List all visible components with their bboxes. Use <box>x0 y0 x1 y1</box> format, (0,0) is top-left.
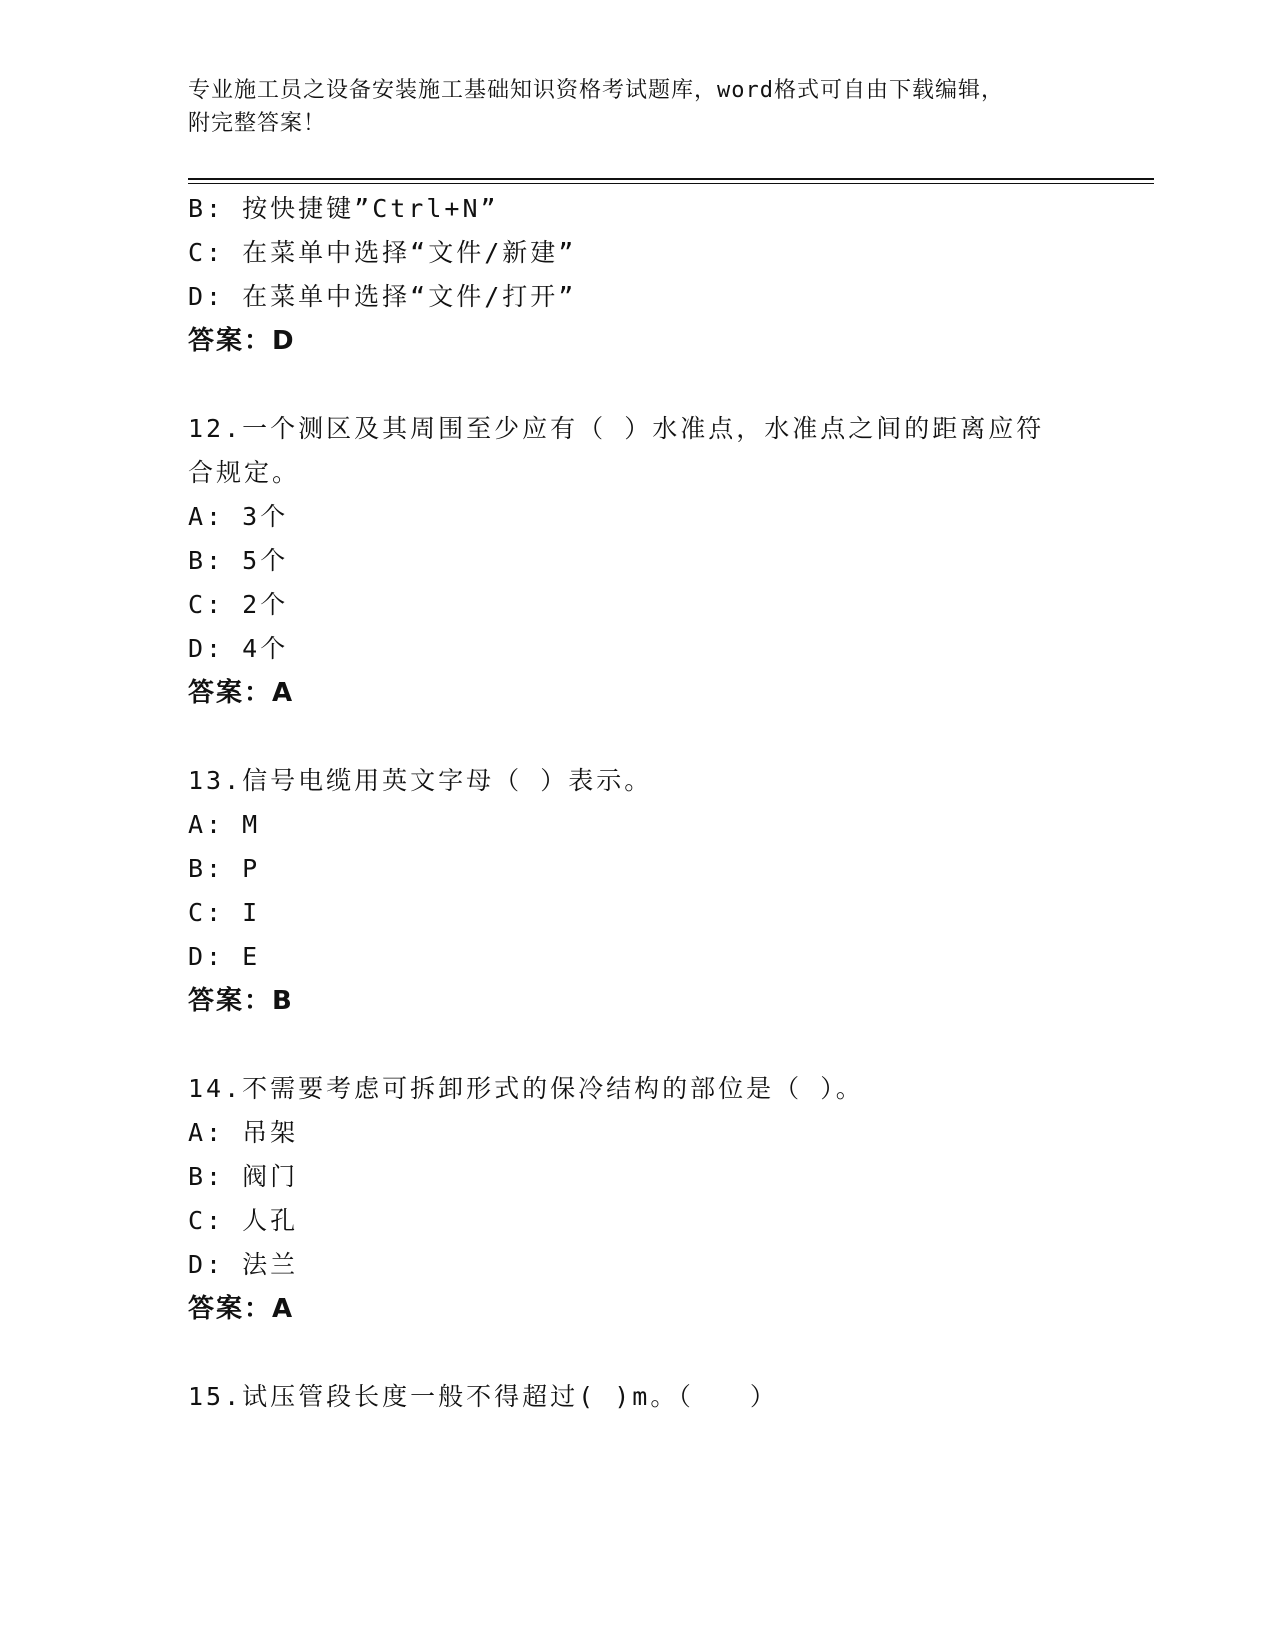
q11-option-c: C: 在菜单中选择“文件/新建” <box>188 238 577 267</box>
q12-option-b: B: 5个 <box>188 546 289 575</box>
q14-option-c: C: 人孔 <box>188 1206 299 1235</box>
q13-option-a: A: M <box>188 810 261 839</box>
q12-option-d: D: 4个 <box>188 634 289 663</box>
q14-answer: 答案：A <box>188 1294 295 1324</box>
header-line-2: 附完整答案！ <box>188 111 327 136</box>
q14-option-b: B: 阀门 <box>188 1162 299 1191</box>
q12-answer: 答案：A <box>188 678 295 708</box>
q11-answer: 答案：D <box>188 326 296 356</box>
q14-option-d: D: 法兰 <box>188 1250 299 1279</box>
q12-stem-line-2: 合规定。 <box>188 458 301 487</box>
q12-stem-line-1: 12.一个测区及其周围至少应有（ ）水准点，水准点之间的距离应符 <box>188 414 1045 443</box>
q13-stem: 13.信号电缆用英文字母（ ）表示。 <box>188 766 653 795</box>
q13-option-c: C: I <box>188 898 261 927</box>
document-header <box>188 74 1088 140</box>
q14-option-a: A: 吊架 <box>188 1118 299 1147</box>
q13-option-b: B: P <box>188 854 261 883</box>
header-divider-thick <box>188 178 1154 180</box>
q15-stem: 15.试压管段长度一般不得超过( )m。（ ） <box>188 1382 778 1411</box>
header-line-1: 专业施工员之设备安装施工基础知识资格考试题库，word格式可自由下载编辑， <box>188 78 1004 103</box>
q11-option-d: D: 在菜单中选择“文件/打开” <box>188 282 577 311</box>
q14-stem: 14.不需要考虑可拆卸形式的保冷结构的部位是（ ）。 <box>188 1074 864 1103</box>
q11-option-b: B: 按快捷键”Ctrl+N” <box>188 194 499 223</box>
q13-answer: 答案：B <box>188 986 294 1016</box>
header-divider-thin <box>188 183 1154 184</box>
q12-option-a: A: 3个 <box>188 502 289 531</box>
q12-option-c: C: 2个 <box>188 590 289 619</box>
q13-option-d: D: E <box>188 942 261 971</box>
